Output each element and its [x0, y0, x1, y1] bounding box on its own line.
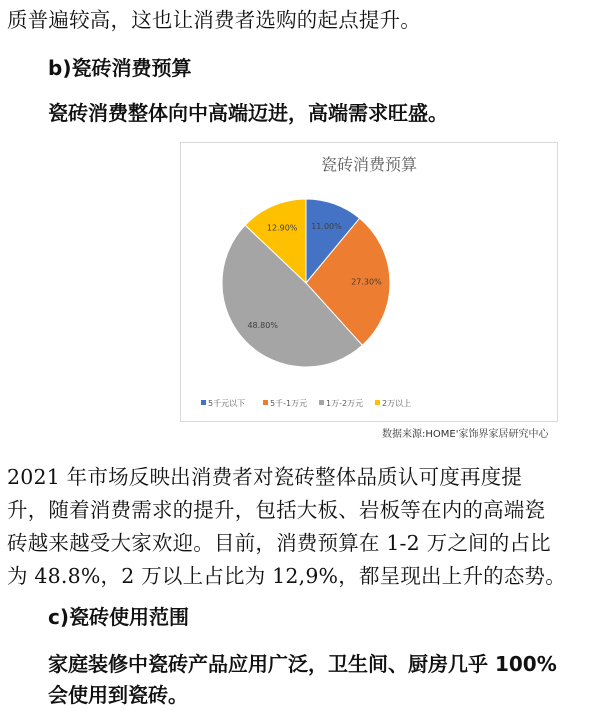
pie-label-over-20k: 12.90% — [266, 223, 298, 233]
legend-label-5k-10k: 5千-1万元 — [270, 399, 308, 408]
section-c-subheading-line-2: 会使用到瓷砖。 — [48, 683, 188, 707]
data-source-note: 数据来源:HOME'家饰界家居研究中心 — [382, 429, 549, 440]
section-c-subheading-line-1: 家庭装修中瓷砖产品应用广泛，卫生间、厨房几乎 100% — [48, 652, 557, 676]
pie-label-under-5k: 11.00% — [311, 222, 342, 232]
legend-swatch-over-20k — [375, 400, 380, 405]
legend-swatch-5k-10k — [263, 400, 268, 405]
paragraph-line-2: 升，随着消费需求的提升，包括大板、岩板等在内的高端瓷 — [7, 498, 546, 522]
legend-label-over-20k: 2万以上 — [382, 399, 412, 408]
legend-label-under-5k: 5千元以下 — [208, 399, 246, 408]
paragraph-line-4: 为 48.8%，2 万以上占比为 12,9%，都呈现出上升的态势。 — [7, 564, 566, 588]
budget-pie-chart — [180, 142, 558, 422]
section-b-subheading: 瓷砖消费整体向中高端迈进，高端需求旺盛。 — [48, 101, 448, 125]
section-c-heading: c)瓷砖使用范围 — [48, 605, 189, 629]
pie-label-5k-10k: 27.30% — [351, 277, 382, 287]
pie-label-10k-20k: 48.80% — [247, 321, 278, 331]
legend-label-10k-20k: 1万-2万元 — [326, 399, 364, 408]
legend-swatch-10k-20k — [319, 400, 324, 405]
paragraph-line-1: 2021 年市场反映出消费者对瓷砖整体品质认可度再度提 — [7, 465, 523, 489]
legend-swatch-under-5k — [201, 400, 206, 405]
chart-title: 瓷砖消费预算 — [320, 155, 418, 174]
paragraph-line-3: 砖越来越受大家欢迎。目前，消费预算在 1-2 万之间的占比 — [7, 531, 551, 555]
section-b-heading: b)瓷砖消费预算 — [48, 56, 192, 80]
top-text-line: 质普遍较高，这也让消费者选购的起点提升。 — [7, 8, 421, 32]
pie-chart-svg — [181, 143, 557, 421]
